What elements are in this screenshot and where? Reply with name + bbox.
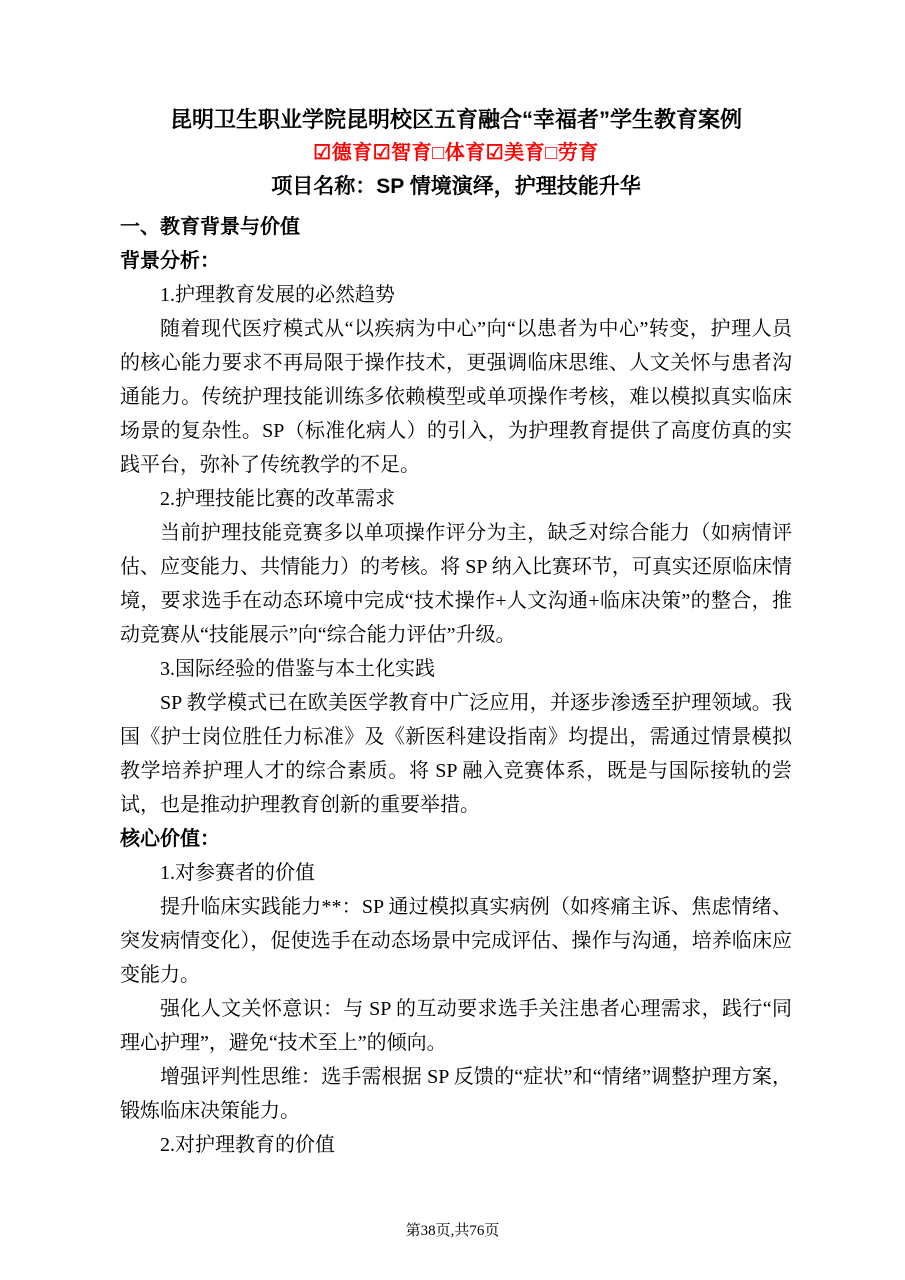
section-heading: 一、教育背景与价值 [120,216,300,238]
subsection-label: 背景分析： [120,250,220,272]
body-paragraph: 随着现代医疗模式从“以疾病为中心”向“以患者为中心”转变，护理人员的核心能力要求不再局限于操作技术，更强调临床思维、人文关怀与患者沟通能力。传统护理技能训练多依赖模型或单项操作考核，难以模拟真实临床场景的复杂性。SP（标准化病人）的引入，为护理教育提供了高度仿真的实践平台，弥补了传统教学的不足。 [120,318,792,476]
body-paragraph: 强化人文关怀意识：与 SP 的互动要求选手关注患者心理需求，践行“同理心护理”，避免“技术至上”的倾向。 [120,998,792,1054]
document-title: 昆明卫生职业学院昆明校区五育融合“幸福者”学生教育案例 [169,107,742,132]
page-number-footer: 第38页,共76页 [405,1223,500,1239]
list-item-heading: 3.国际经验的借鉴与本土化实践 [160,658,435,680]
body-paragraph: SP 教学模式已在欧美医学教育中广泛应用，并逐步渗透至护理领域。我国《护士岗位胜任力标准》及《新医科建设指南》均提出，需通过情景模拟教学培养护理人才的综合素质。将 SP 融入竞赛体系，既是与国际接轨的尝试，也是推动护理教育创新的重要举措。 [120,692,792,816]
body-paragraph: 当前护理技能竞赛多以单项操作评分为主，缺乏对综合能力（如病情评估、应变能力、共情能力）的考核。将 SP 纳入比赛环节，可真实还原临床情境，要求选手在动态环境中完成“技术操作+人文沟通+临床决策”的整合，推动竞赛从“技能展示”向“综合能力评估”升级。 [120,522,792,646]
list-item-heading: 2.对护理教育的价值 [160,1134,335,1156]
document-body [120,210,792,1162]
list-item-heading: 1.对参赛者的价值 [160,862,315,884]
project-name-line: 项目名称：SP 情境演绎，护理技能升华 [271,175,641,198]
list-item-heading: 2.护理技能比赛的改革需求 [160,488,395,510]
subsection-label: 核心价值： [120,828,220,850]
document-page [120,103,792,1162]
five-education-checkbox-line: ☑德育☑智育□体育☑美育□劳育 [313,142,599,164]
list-item-heading: 1.护理教育发展的必然趋势 [160,284,395,306]
body-paragraph: 提升临床实践能力**：SP 通过模拟真实病例（如疼痛主诉、焦虑情绪、突发病情变化），促使选手在动态场景中完成评估、操作与沟通，培养临床应变能力。 [120,896,792,986]
body-paragraph: 增强评判性思维：选手需根据 SP 反馈的“症状”和“情绪”调整护理方案，锻炼临床决策能力。 [120,1066,792,1122]
